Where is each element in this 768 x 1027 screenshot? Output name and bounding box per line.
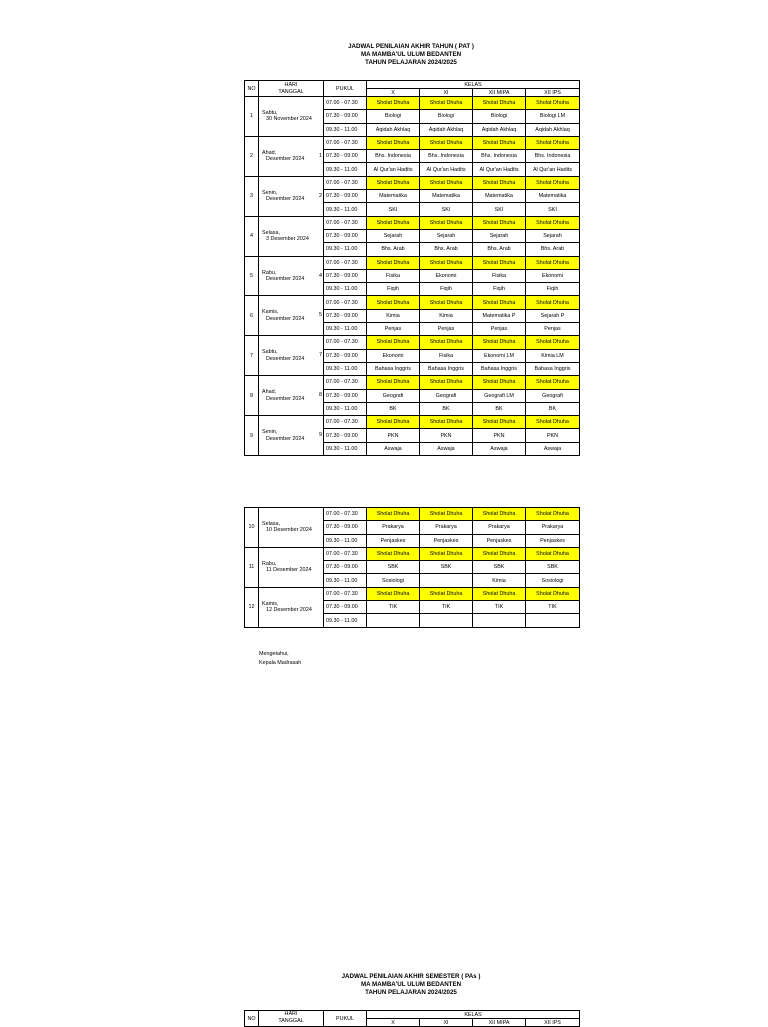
subject-cell: Bahasa Inggris <box>473 362 526 375</box>
time-cell: 07.30 - 09.00 <box>324 150 367 163</box>
subject-cell: Sholat Dhuha <box>473 508 526 521</box>
subject-cell: Sholat Dhuha <box>473 376 526 389</box>
subject-cell: Sosiologi <box>526 574 580 587</box>
subject-cell: Kimia <box>420 309 473 322</box>
subject-cell: Kimia <box>367 309 420 322</box>
time-cell: 07.30 - 09.00 <box>324 349 367 362</box>
day-number: 6 <box>245 296 259 336</box>
subject-cell: Sholat Dhuha <box>473 336 526 349</box>
page-2-header-no: NO <box>245 1011 259 1027</box>
day-date-number: 5 <box>319 312 322 319</box>
subject-cell: Bhs. Arab <box>367 243 420 256</box>
subject-cell: Sholat Dhuha <box>367 547 420 560</box>
subject-cell: Fisika <box>420 349 473 362</box>
subject-cell: Sholat Dhuha <box>367 587 420 600</box>
subject-cell: Ekonomi <box>420 269 473 282</box>
time-cell: 07.30 - 09.00 <box>324 521 367 534</box>
subject-cell: Sholat Dhuha <box>526 176 580 189</box>
subject-cell: Matematika <box>420 190 473 203</box>
day-number: 10 <box>245 508 259 548</box>
subject-cell: Sholat Dhuha <box>473 296 526 309</box>
subject-cell: Sholat Dhuha <box>473 97 526 110</box>
title-line-2: MA MAMBA'UL ULUM BEDANTEN <box>360 51 462 58</box>
day-date-cell <box>259 508 324 548</box>
time-cell: 09.30 - 11.00 <box>324 283 367 296</box>
time-cell: 09.30 - 11.00 <box>324 323 367 336</box>
page-2-header-class-xii-ips: XII IPS <box>526 1019 580 1027</box>
day-date-cell <box>259 176 324 216</box>
header-class-xii-ips: XII IPS <box>526 89 580 97</box>
subject-cell: BK <box>473 402 526 415</box>
time-cell: 09.30 - 11.00 <box>324 402 367 415</box>
subject-cell: Sholat Dhuha <box>473 547 526 560</box>
subject-cell <box>420 574 473 587</box>
time-cell: 07.00 - 07.30 <box>324 216 367 229</box>
subject-cell: Bahasa Inggris <box>526 362 580 375</box>
day-name: Senin, <box>262 189 278 196</box>
table-row <box>245 256 580 269</box>
day-date-cell <box>259 256 324 296</box>
day-name: Senin, <box>262 429 278 436</box>
subject-cell: Aqidah Akhlaq <box>473 123 526 136</box>
page-title <box>244 43 578 67</box>
subject-cell: BK <box>367 402 420 415</box>
time-cell: 07.00 - 07.30 <box>324 376 367 389</box>
time-cell: 07.30 - 09.00 <box>324 561 367 574</box>
subject-cell: Sholat Dhuha <box>367 508 420 521</box>
subject-cell: Sholat Dhuha <box>526 336 580 349</box>
day-date-number: 4 <box>319 272 322 279</box>
day-date-cell <box>259 376 324 416</box>
subject-cell: Sejarah <box>420 229 473 242</box>
subject-cell: Al Qur'an Hadits <box>473 163 526 176</box>
table-row <box>245 547 580 560</box>
subject-cell: Bhs. Arab <box>420 243 473 256</box>
time-cell: 09.30 - 11.00 <box>324 614 367 627</box>
subject-cell: Sejarah P <box>526 309 580 322</box>
day-number: 11 <box>245 547 259 587</box>
subject-cell: Kimia <box>473 574 526 587</box>
time-cell: 07.00 - 07.30 <box>324 296 367 309</box>
subject-cell: Sholat Dhuha <box>473 416 526 429</box>
day-name: Selasa, <box>262 229 280 236</box>
time-cell: 07.00 - 07.30 <box>324 508 367 521</box>
subject-cell: Sholat Dhuha <box>526 508 580 521</box>
subject-cell: Sholat Dhuha <box>420 547 473 560</box>
subject-cell: BK <box>526 402 580 415</box>
subject-cell: Fiqih <box>473 283 526 296</box>
subject-cell: Fiqih <box>420 283 473 296</box>
time-cell: 07.00 - 07.30 <box>324 136 367 149</box>
time-cell: 07.00 - 07.30 <box>324 547 367 560</box>
day-number: 9 <box>245 416 259 456</box>
subject-cell: BK <box>420 402 473 415</box>
subject-cell: Sholat Dhuha <box>420 296 473 309</box>
subject-cell: Aswaja <box>526 442 580 455</box>
page-2-title-line-1: JADWAL PENILAIAN AKHIR SEMESTER ( PAs ) <box>341 973 481 980</box>
subject-cell: Biologi <box>420 110 473 123</box>
subject-cell: Matematika <box>526 190 580 203</box>
time-cell: 07.30 - 09.00 <box>324 190 367 203</box>
subject-cell: Sholat Dhuha <box>420 176 473 189</box>
time-cell: 09.30 - 11.00 <box>324 362 367 375</box>
subject-cell: Fisika <box>473 269 526 282</box>
page-2-header-class-xi: XI <box>420 1019 473 1027</box>
subject-cell: Al Qur'an Hadits <box>367 163 420 176</box>
page-2-header-hari-tanggal <box>259 1011 324 1027</box>
day-name: Rabu, <box>262 560 277 567</box>
subject-cell: Bhs. Indonesia <box>420 150 473 163</box>
header-pukul: PUKUL <box>324 81 367 97</box>
day-number: 5 <box>245 256 259 296</box>
subject-cell: Sholat Dhuha <box>420 136 473 149</box>
time-cell: 07.30 - 09.00 <box>324 601 367 614</box>
subject-cell: SBK <box>526 561 580 574</box>
day-number: 1 <box>245 97 259 137</box>
subject-cell: Sholat Dhuha <box>473 176 526 189</box>
signature-block <box>259 650 301 668</box>
day-date-cell <box>259 136 324 176</box>
subject-cell: Sholat Dhuha <box>367 336 420 349</box>
subject-cell: Prakarya <box>367 521 420 534</box>
subject-cell: Aswaja <box>420 442 473 455</box>
subject-cell: Ekonomi LM <box>473 349 526 362</box>
day-name: Kamis, <box>262 600 279 607</box>
header-no: NO <box>245 81 259 97</box>
subject-cell: Bhs. Indonesia <box>473 150 526 163</box>
day-date: 3 Desember 2024 <box>266 236 309 243</box>
subject-cell: Sholat Dhuha <box>367 136 420 149</box>
subject-cell: Bhs. Arab <box>526 243 580 256</box>
subject-cell: Sholat Dhuha <box>420 416 473 429</box>
day-name: Sabtu, <box>262 349 278 356</box>
day-name: Kamis, <box>262 309 279 316</box>
day-date-number: 1 <box>319 152 322 159</box>
day-name: Ahad, <box>262 149 277 156</box>
subject-cell: Penjaskes <box>420 534 473 547</box>
subject-cell: Sholat Dhuha <box>420 587 473 600</box>
subject-cell: Sholat Dhuha <box>420 376 473 389</box>
subject-cell: Aqidah Akhlaq <box>367 123 420 136</box>
subject-cell: Geografi LM <box>473 389 526 402</box>
page-2-title-line-2: MA MAMBA'UL ULUM BEDANTEN <box>360 981 462 988</box>
page-2-title <box>244 973 578 997</box>
day-number: 12 <box>245 587 259 627</box>
subject-cell: Ekonomi <box>526 269 580 282</box>
subject-cell: Bhs. Arab <box>473 243 526 256</box>
subject-cell: Aswaja <box>473 442 526 455</box>
table-row <box>245 136 580 149</box>
subject-cell: PKN <box>526 429 580 442</box>
header-class-xi: XI <box>420 89 473 97</box>
subject-cell: Al Qur'an Hadits <box>526 163 580 176</box>
header-hari-tanggal <box>259 81 324 97</box>
time-cell: 07.00 - 07.30 <box>324 336 367 349</box>
table-row <box>245 97 580 110</box>
subject-cell: Sosiologi <box>367 574 420 587</box>
day-date-number: 9 <box>319 432 322 439</box>
day-date: 30 November 2024 <box>266 116 312 123</box>
day-number: 3 <box>245 176 259 216</box>
table-row <box>245 508 580 521</box>
header-class-x: X <box>367 89 420 97</box>
subject-cell: Prakarya <box>473 521 526 534</box>
day-date: Desember 2024 <box>266 435 305 442</box>
signature-line-1: Mengetahui, <box>259 651 289 657</box>
subject-cell: Geografi <box>526 389 580 402</box>
subject-cell: Sholat Dhuha <box>420 336 473 349</box>
subject-cell: Biologi <box>367 110 420 123</box>
day-date-number: 8 <box>319 392 322 399</box>
subject-cell: Sholat Dhuha <box>526 416 580 429</box>
subject-cell: Sejarah <box>367 229 420 242</box>
subject-cell: Sholat Dhuha <box>526 216 580 229</box>
time-cell: 09.30 - 11.00 <box>324 123 367 136</box>
table-row <box>245 376 580 389</box>
subject-cell: Sholat Dhuha <box>367 416 420 429</box>
table-row <box>245 296 580 309</box>
day-date-cell <box>259 336 324 376</box>
table-row <box>245 336 580 349</box>
subject-cell: TIK <box>473 601 526 614</box>
subject-cell: SKI <box>367 203 420 216</box>
time-cell: 09.30 - 11.00 <box>324 534 367 547</box>
page-2-header-tanggal: TANGGAL <box>278 1018 304 1024</box>
subject-cell: Sholat Dhuha <box>367 176 420 189</box>
time-cell: 07.30 - 09.00 <box>324 110 367 123</box>
time-cell: 09.30 - 11.00 <box>324 442 367 455</box>
time-cell: 07.30 - 09.00 <box>324 309 367 322</box>
subject-cell: Sholat Dhuha <box>473 256 526 269</box>
subject-cell: Al Qur'an Hadits <box>420 163 473 176</box>
table-row <box>245 176 580 189</box>
schedule-table <box>244 80 580 456</box>
subject-cell <box>420 614 473 627</box>
day-number: 2 <box>245 136 259 176</box>
page-2-header-pukul: PUKUL <box>324 1011 367 1027</box>
day-date-number: 7 <box>319 352 322 359</box>
subject-cell: SKI <box>420 203 473 216</box>
subject-cell: Sholat Dhuha <box>420 256 473 269</box>
subject-cell: Sholat Dhuha <box>367 97 420 110</box>
subject-cell: Sholat Dhuha <box>473 216 526 229</box>
subject-cell: PKN <box>367 429 420 442</box>
subject-cell: Penjas <box>420 323 473 336</box>
time-cell: 09.30 - 11.00 <box>324 203 367 216</box>
day-number: 4 <box>245 216 259 256</box>
subject-cell: Sholat Dhuha <box>420 508 473 521</box>
subject-cell: Sholat Dhuha <box>473 587 526 600</box>
subject-cell: Bhs. Indonesia <box>367 150 420 163</box>
day-date-cell <box>259 216 324 256</box>
page-2-title-line-3: TAHUN PELAJARAN 2024/2025 <box>365 989 457 996</box>
header-class-xii-mipa: XII MIPA <box>473 89 526 97</box>
page-2-header-class-x: X <box>367 1019 420 1027</box>
subject-cell: Geografi <box>420 389 473 402</box>
day-date-cell <box>259 296 324 336</box>
header-hari: HARI <box>284 81 298 88</box>
subject-cell: SKI <box>526 203 580 216</box>
day-date-cell <box>259 587 324 627</box>
subject-cell: Prakarya <box>526 521 580 534</box>
subject-cell: Matematika <box>367 190 420 203</box>
subject-cell: Sholat Dhuha <box>526 587 580 600</box>
subject-cell <box>526 614 580 627</box>
day-date: 12 Desember 2024 <box>266 607 312 614</box>
page-2-header-class-xii-mipa: XII MIPA <box>473 1019 526 1027</box>
subject-cell: SBK <box>473 561 526 574</box>
day-name: Selasa, <box>262 520 280 527</box>
table-row <box>245 416 580 429</box>
day-date-cell <box>259 97 324 137</box>
subject-cell <box>367 614 420 627</box>
time-cell: 09.30 - 11.00 <box>324 163 367 176</box>
subject-cell: Biologi <box>473 110 526 123</box>
time-cell: 07.30 - 09.00 <box>324 229 367 242</box>
subject-cell: Sholat Dhuha <box>526 547 580 560</box>
day-date: Desember 2024 <box>266 395 305 402</box>
subject-cell: SBK <box>367 561 420 574</box>
subject-cell: Sholat Dhuha <box>367 256 420 269</box>
subject-cell: Bahasa Inggris <box>367 362 420 375</box>
day-date: Desember 2024 <box>266 315 305 322</box>
subject-cell: Penjas <box>473 323 526 336</box>
header-tanggal: TANGGAL <box>278 88 304 95</box>
subject-cell: TIK <box>420 601 473 614</box>
day-date: 10 Desember 2024 <box>266 527 312 534</box>
time-cell: 07.30 - 09.00 <box>324 269 367 282</box>
day-name: Sabtu, <box>262 109 278 116</box>
day-name: Ahad, <box>262 389 277 396</box>
table-row <box>245 587 580 600</box>
subject-cell: Bhs. Indonesia <box>526 150 580 163</box>
subject-cell: SBK <box>420 561 473 574</box>
time-cell: 09.30 - 11.00 <box>324 574 367 587</box>
subject-cell: TIK <box>526 601 580 614</box>
day-date-cell <box>259 547 324 587</box>
subject-cell: Biologi LM <box>526 110 580 123</box>
subject-cell: Sholat Dhuha <box>526 256 580 269</box>
day-date: Desember 2024 <box>266 355 305 362</box>
subject-cell: Fiqih <box>367 283 420 296</box>
subject-cell <box>473 614 526 627</box>
subject-cell: Prakarya <box>420 521 473 534</box>
page-2-header-hari: HARI <box>284 1011 298 1017</box>
schedule-table-continued <box>244 507 580 628</box>
subject-cell: Penjaskes <box>473 534 526 547</box>
day-date: Desember 2024 <box>266 276 305 282</box>
subject-cell: SKI <box>473 203 526 216</box>
subject-cell: Sholat Dhuha <box>367 376 420 389</box>
day-date-cell <box>259 416 324 456</box>
time-cell: 07.00 - 07.30 <box>324 587 367 600</box>
subject-cell: Kimia LM <box>526 349 580 362</box>
subject-cell: Penjas <box>367 323 420 336</box>
subject-cell: Sejarah <box>473 229 526 242</box>
subject-cell: Ekonomi <box>367 349 420 362</box>
subject-cell: Matematika P <box>473 309 526 322</box>
subject-cell: Sholat Dhuha <box>473 136 526 149</box>
subject-cell: Sholat Dhuha <box>367 296 420 309</box>
day-date: Desember 2024 <box>266 156 305 163</box>
day-name: Rabu, <box>262 269 277 276</box>
day-date: Desember 2024 <box>266 196 305 203</box>
subject-cell: Aqidah Akhlaq <box>420 123 473 136</box>
table-row <box>245 216 580 229</box>
day-number: 8 <box>245 376 259 416</box>
subject-cell: Sholat Dhuha <box>526 376 580 389</box>
subject-cell: Aqidah Akhlaq <box>526 123 580 136</box>
day-number: 7 <box>245 336 259 376</box>
time-cell: 07.00 - 07.30 <box>324 416 367 429</box>
title-line-3: TAHUN PELAJARAN 2024/2025 <box>365 59 457 66</box>
subject-cell: Penjas <box>526 323 580 336</box>
subject-cell: Sholat Dhuha <box>526 97 580 110</box>
subject-cell: Fiqih <box>526 283 580 296</box>
time-cell: 09.30 - 11.00 <box>324 243 367 256</box>
title-line-1: JADWAL PENILAIAN AKHIR TAHUN ( PAT ) <box>348 43 474 50</box>
subject-cell: Sholat Dhuha <box>526 136 580 149</box>
subject-cell: Sholat Dhuha <box>420 97 473 110</box>
page-2-header-kelas: KELAS <box>367 1011 580 1019</box>
time-cell: 07.00 - 07.30 <box>324 176 367 189</box>
subject-cell: Penjaskes <box>367 534 420 547</box>
page-2-schedule-table <box>244 1010 580 1027</box>
subject-cell: Sholat Dhuha <box>420 216 473 229</box>
subject-cell: PKN <box>473 429 526 442</box>
day-date: 11 Desember 2024 <box>266 567 312 574</box>
subject-cell: Fisika <box>367 269 420 282</box>
signature-line-2: Kepala Madrasah <box>259 660 302 666</box>
subject-cell: TIK <box>367 601 420 614</box>
time-cell: 07.00 - 07.30 <box>324 256 367 269</box>
subject-cell: Sholat Dhuha <box>367 216 420 229</box>
subject-cell: Aswaja <box>367 442 420 455</box>
day-date-number: 2 <box>319 192 322 199</box>
time-cell: 07.00 - 07.30 <box>324 97 367 110</box>
subject-cell: Penjaskes <box>526 534 580 547</box>
time-cell: 07.30 - 09.00 <box>324 389 367 402</box>
subject-cell: Sejarah <box>526 229 580 242</box>
header-kelas: KELAS <box>367 81 580 89</box>
subject-cell: Bahasa Inggris <box>420 362 473 375</box>
time-cell: 07.30 - 09.00 <box>324 429 367 442</box>
subject-cell: Geografi <box>367 389 420 402</box>
subject-cell: Sholat Dhuha <box>526 296 580 309</box>
subject-cell: Matematika <box>473 190 526 203</box>
subject-cell: PKN <box>420 429 473 442</box>
